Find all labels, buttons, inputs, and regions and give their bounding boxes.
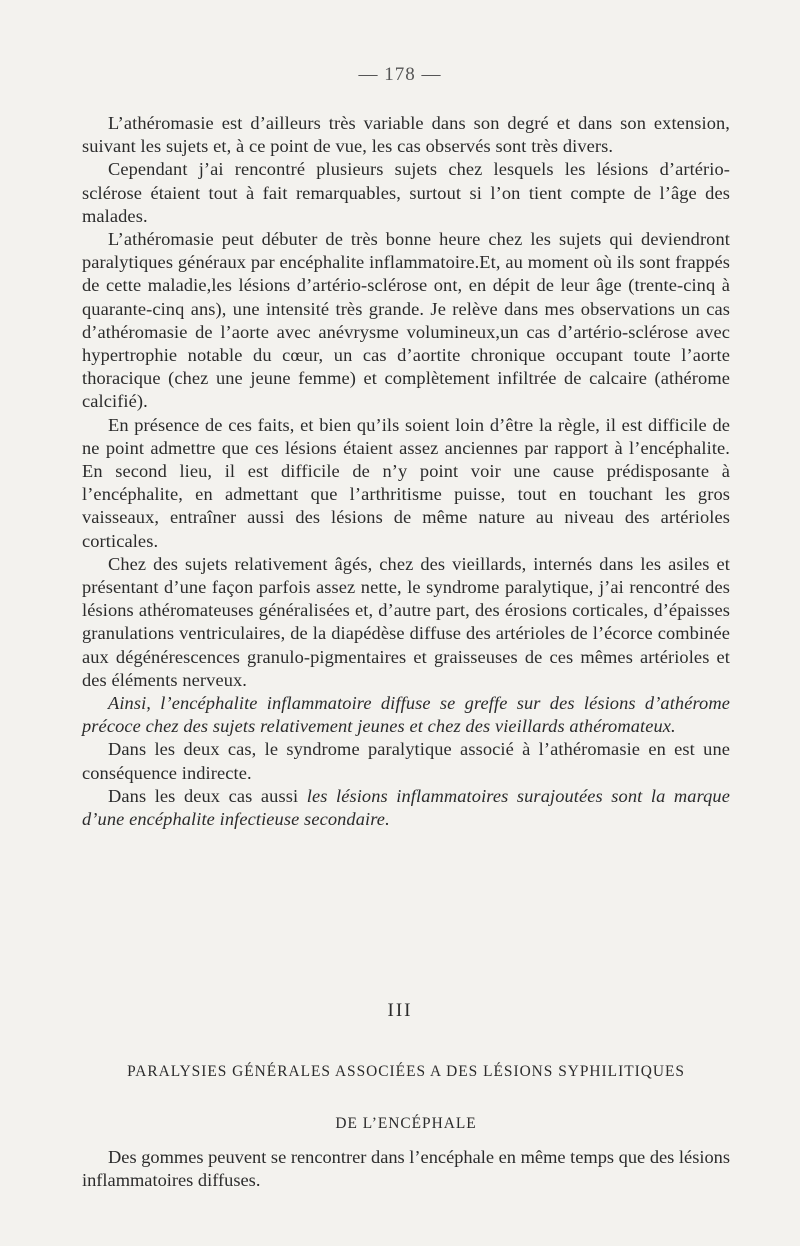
- roman-text: Dans les deux cas aussi: [108, 785, 299, 806]
- page-number: — 178 —: [358, 64, 442, 85]
- paragraph: Chez des sujets relativement âgés, chez des vieillards, internés dans les asiles et présentant d’une façon parfois assez nette, le syndrome paralytique, j’ai rencontré des lésions athéromateuses généralisées et, d’autre part, des érosions corticales, d’épaisses granulations ventriculaires, de la diapédèse diffuse des artérioles de l’écorce combinée aux dégénérescences granulo-pigmentaires et graisseuses de ces mêmes artérioles et des éléments nerveux.: [82, 553, 730, 690]
- paragraph: Cependant j’ai rencontré plusieurs sujets chez lesquels les lésions d’artério-sclérose étaient tout à fait remarquables, surtout si l’on tient compte de l’âge des malades.: [82, 159, 730, 226]
- section-title-line: DE L’ENCÉPHALE: [335, 1115, 477, 1132]
- italic-paragraph: [82, 692, 730, 738]
- paragraph: Dans les deux cas, le syndrome paralytique associé à l’athéromasie en est une conséquence indirecte.: [82, 739, 730, 783]
- section-number: III: [387, 1000, 413, 1021]
- paragraph: L’athéromasie est d’ailleurs très variable dans son degré et dans son extension, suivant les sujets et, à ce point de vue, les cas observés sont très divers.: [82, 113, 730, 157]
- paragraph: [82, 785, 730, 831]
- paragraph: Des gommes peuvent se rencontrer dans l’encéphale en même temps que des lésions inflammatoires diffuses.: [82, 1147, 731, 1191]
- body-text: [82, 112, 730, 831]
- section-title: [82, 1046, 730, 1150]
- section-body: [82, 1146, 730, 1192]
- italic-text: les lésions inflammatoires surajoutées sont la marque d’une encéphalite infectieuse secondaire.: [82, 785, 730, 830]
- paragraph: L’athéromasie peut débuter de très bonne heure chez les sujets qui deviendront paralytiques généraux par encéphalite inflammatoire.Et, au moment où ils sont frappés de cette maladie,les lésions d’artério-sclérose ont, en dépit de leur âge (trente-cinq à quarante-cinq ans), une intensité très grande. Je relève dans mes observations un cas d’athéromasie de l’aorte avec anévrysme volumineux,un cas d’artério-sclérose avec hypertrophie notable du cœur, un cas d’aortite chronique occupant toute l’aorte thoracique (chez une jeune femme) et complètement infiltrée de calcaire (athérome calcifié).: [82, 229, 730, 412]
- paragraph: En présence de ces faits, et bien qu’ils soient loin d’être la règle, il est difficile de ne point admettre que ces lésions étaient assez anciennes par rapport à l’encéphalite. En second lieu, il est difficile de n’y point voir une cause prédisposante à l’encéphalite, en admettant que l’arthritisme puisse, tout en touchant les gros vaisseaux, entraîner aussi des lésions de même nature au niveau des artérioles corticales.: [82, 414, 730, 551]
- section-title-line: PARALYSIES GÉNÉRALES ASSOCIÉES A DES LÉSIONS SYPHILITIQUES: [127, 1063, 685, 1080]
- italic-text: Ainsi, l’encéphalite inflammatoire diffuse se greffe sur des lésions d’athérome précoce chez des sujets relativement jeunes et chez des vieillards athéromateux.: [82, 693, 730, 737]
